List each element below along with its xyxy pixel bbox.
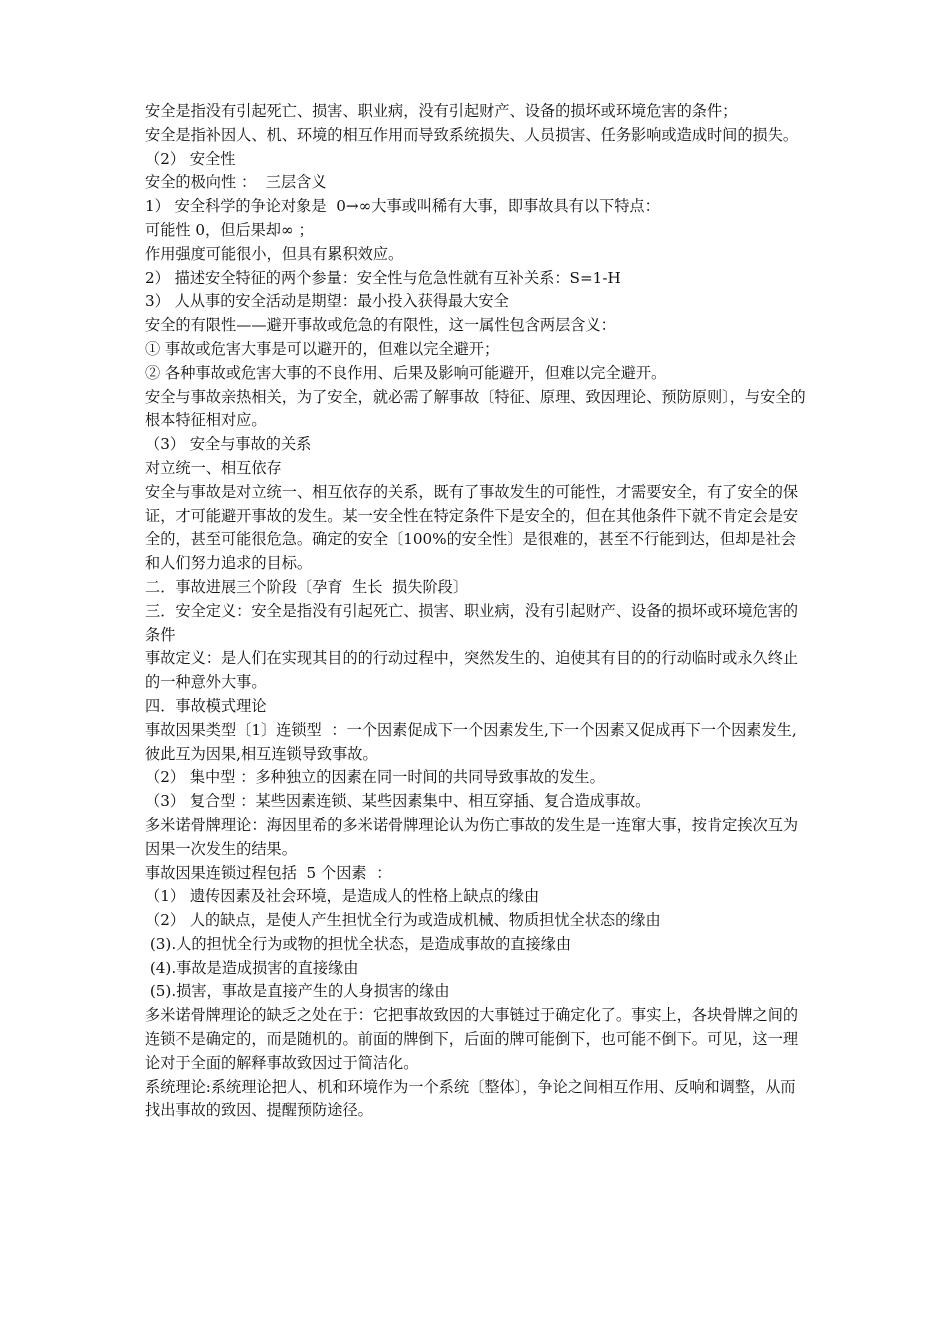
paragraph: 对立统一、相互依存 — [145, 458, 282, 477]
list-item: （1） 遗传因素及社会环境，是造成人的性格上缺点的缘由 — [145, 887, 540, 906]
section-heading: 三．安全定义：安全是指没有引起死亡、损害、职业病，没有引起财产、设备的损坏或环境危害的条件 — [145, 601, 799, 644]
section-heading: 四．事故模式理论 — [145, 696, 267, 715]
paragraph: 事故因果类型〔1〕连锁型 ：一个因素促成下一个因素发生,下一个因素又促成再下一个因素发生,彼此互为因果,相互连锁导致事故。 — [145, 720, 797, 763]
section-heading: （2） 安全性 — [145, 149, 236, 168]
document-body — [145, 100, 807, 1123]
section-heading: 二．事故进展三个阶段〔孕育 生长 损失阶段〕 — [145, 577, 469, 596]
paragraph: 事故因果连锁过程包括 5 个因素 ： — [145, 863, 392, 882]
paragraph: 3） 人从事的安全活动是期望：最小投入获得最大安全 — [145, 292, 509, 311]
paragraph: 2） 描述安全特征的两个参量：安全性与危急性就有互补关系：S=1-H — [145, 268, 621, 287]
paragraph: 安全是指没有引起死亡、损害、职业病，没有引起财产、设备的损坏或环境危害的条件； — [145, 102, 738, 120]
paragraph: 安全与事故是对立统一、相互依存的关系，既有了事故发生的可能性，才需要安全，有了安全的保证，才可能避开事故的发生。某一安全性在特定条件下是安全的，但在其他条件下就不肯定会是安全的，甚至可能很危急。确定的安全〔100%的安全性〕是很难的，甚至不行能到达，但却是社会和人们努力追求的目标。 — [145, 482, 799, 573]
paragraph: 可能性 0，但后果却∞ ； — [145, 220, 314, 239]
section-heading: （3） 安全与事故的关系 — [145, 435, 312, 454]
paragraph: 多米诺骨牌理论：海因里希的多米诺骨牌理论认为伤亡事故的发生是一连窜大事，按肯定挨次互为因果一次发生的结果。 — [145, 815, 799, 858]
paragraph: （2） 集中型 ：多种独立的因素在同一时间的共同导致事故的发生。 — [145, 768, 605, 787]
list-item: （2） 人的缺点，是使人产生担忧全行为或造成机械、物质担忧全状态的缘由 — [145, 911, 661, 930]
paragraph: ② 各种事故或危害大事的不良作用、后果及影响可能避开，但难以完全避开。 — [145, 363, 667, 382]
paragraph: 系统理论:系统理论把人、机和环境作为一个系统〔整体〕，争论之间相互作用、反响和调整，从而找出事故的致因、提醒预防途径。 — [145, 1077, 796, 1120]
paragraph: 安全是指补因人、机、环境的相互作用而导致系统损失、人员损害、任务影响或造成时间的损失。 — [145, 125, 799, 144]
paragraph: （3） 复合型 ：某些因素连锁、某些因素集中、相互穿插、复合造成事故。 — [145, 792, 651, 811]
paragraph: 多米诺骨牌理论的缺乏之处在于：它把事故致因的大事链过于确定化了。事实上，各块骨牌之间的连锁不是确定的，而是随机的。前面的牌倒下，后面的牌可能倒下，也可能不倒下。可见，这一理论对于全面的解释事故致因过于简洁化。 — [145, 1006, 799, 1072]
list-item: (4).事故是造成损害的直接缘由 — [145, 958, 359, 977]
paragraph: 安全的极向性 ： 三层含义 — [145, 173, 327, 192]
paragraph: 安全的有限性——避开事故或危急的有限性，这一属性包含两层含义： — [145, 316, 616, 335]
list-item: (3).人的担忧全行为或物的担忧全状态，是造成事故的直接缘由 — [145, 934, 572, 953]
paragraph: 作用强度可能很小，但具有累积效应。 — [145, 244, 404, 263]
list-item: (5).损害，事故是直接产生的人身损害的缘由 — [145, 982, 450, 1001]
paragraph: ① 事故或危害大事是可以避开的，但难以完全避开； — [145, 339, 500, 358]
paragraph: 1） 安全科学的争论对象是 0→∞大事或叫稀有大事，即事故具有以下特点： — [145, 197, 660, 216]
paragraph: 安全与事故亲热相关，为了安全，就必需了解事故〔特征、原理、致因理论、预防原则〕，与安全的根本特征相对应。 — [145, 387, 806, 430]
paragraph: 事故定义：是人们在实现其目的的行动过程中，突然发生的、迫使其有目的的行动临时或永久终止的一种意外大事。 — [145, 649, 799, 692]
